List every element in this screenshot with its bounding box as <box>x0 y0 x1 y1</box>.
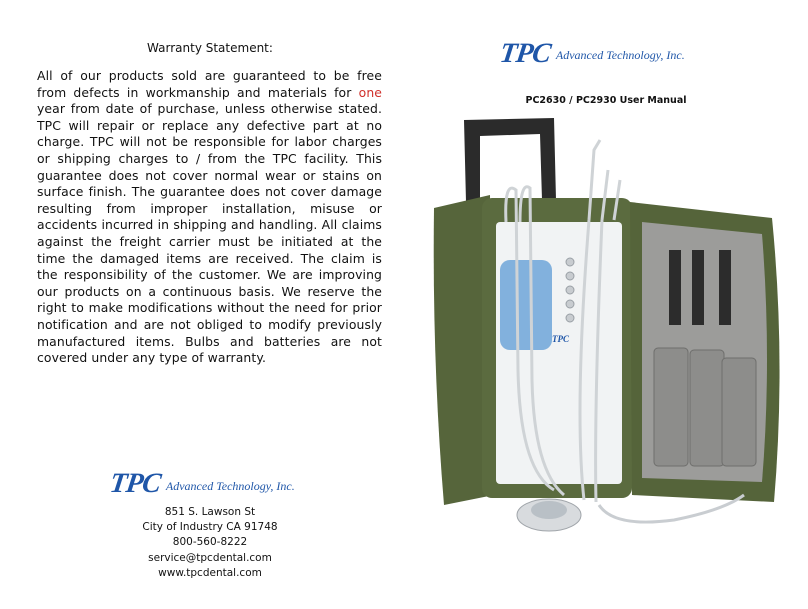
city-address: City of Industry CA 91748 <box>142 521 278 534</box>
cover-logo <box>497 38 685 69</box>
portable-dental-unit-image <box>424 110 804 540</box>
logo-mark: TPC <box>107 468 163 499</box>
manual-title: PC2630 / PC2930 User Manual <box>525 95 687 106</box>
lid-holders-image <box>669 250 731 325</box>
water-bottle-image <box>500 260 552 350</box>
foot-pedal-top <box>531 501 567 519</box>
panel-brand-label: TPC <box>552 334 569 344</box>
cover-logo-mark: TPC <box>497 38 553 69</box>
warranty-duration-highlight: one <box>358 84 382 100</box>
street-address: 851 S. Lawson St <box>164 506 256 518</box>
cover-logo-tagline: Advanced Technology, Inc. <box>555 48 685 62</box>
company-logo <box>107 468 295 499</box>
warranty-text-part2: year from date of purchase, unless otherwise stated. TPC will repair or replace any defective part at no charge. TPC will not be responsible for labor charges or shipping charges to / from the TPC facility. This guarantee does not cover normal wear or stains on surface finish. The guarantee does not cover damage resulting from improper installation, misuse or accidents incurred in shipping and handling. All claims against the freight carrier must be initiated at the time the damaged items are received. The claim is the responsibility of the customer. We are improving our products on a continuous basis. We reserve the right to make modifications without the need for prior notification and are not obliged to modify previously manufactured items. Bulbs and batteries are not covered under any type of warranty. <box>37 101 382 366</box>
website-address: www.tpcdental.com <box>158 566 262 579</box>
lid-pockets-image <box>654 348 756 466</box>
warranty-heading: Warranty Statement: <box>147 41 273 55</box>
logo-tagline: Advanced Technology, Inc. <box>165 479 295 493</box>
email-address: service@tpcdental.com <box>148 551 272 564</box>
contact-block <box>0 505 420 581</box>
cover-page <box>404 0 808 609</box>
warranty-text <box>37 68 382 367</box>
warranty-text-part1: All of our products sold are guaranteed to be free from defects in workmanship and materials for <box>37 68 382 100</box>
phone-number: 800-560-8222 <box>172 536 248 549</box>
